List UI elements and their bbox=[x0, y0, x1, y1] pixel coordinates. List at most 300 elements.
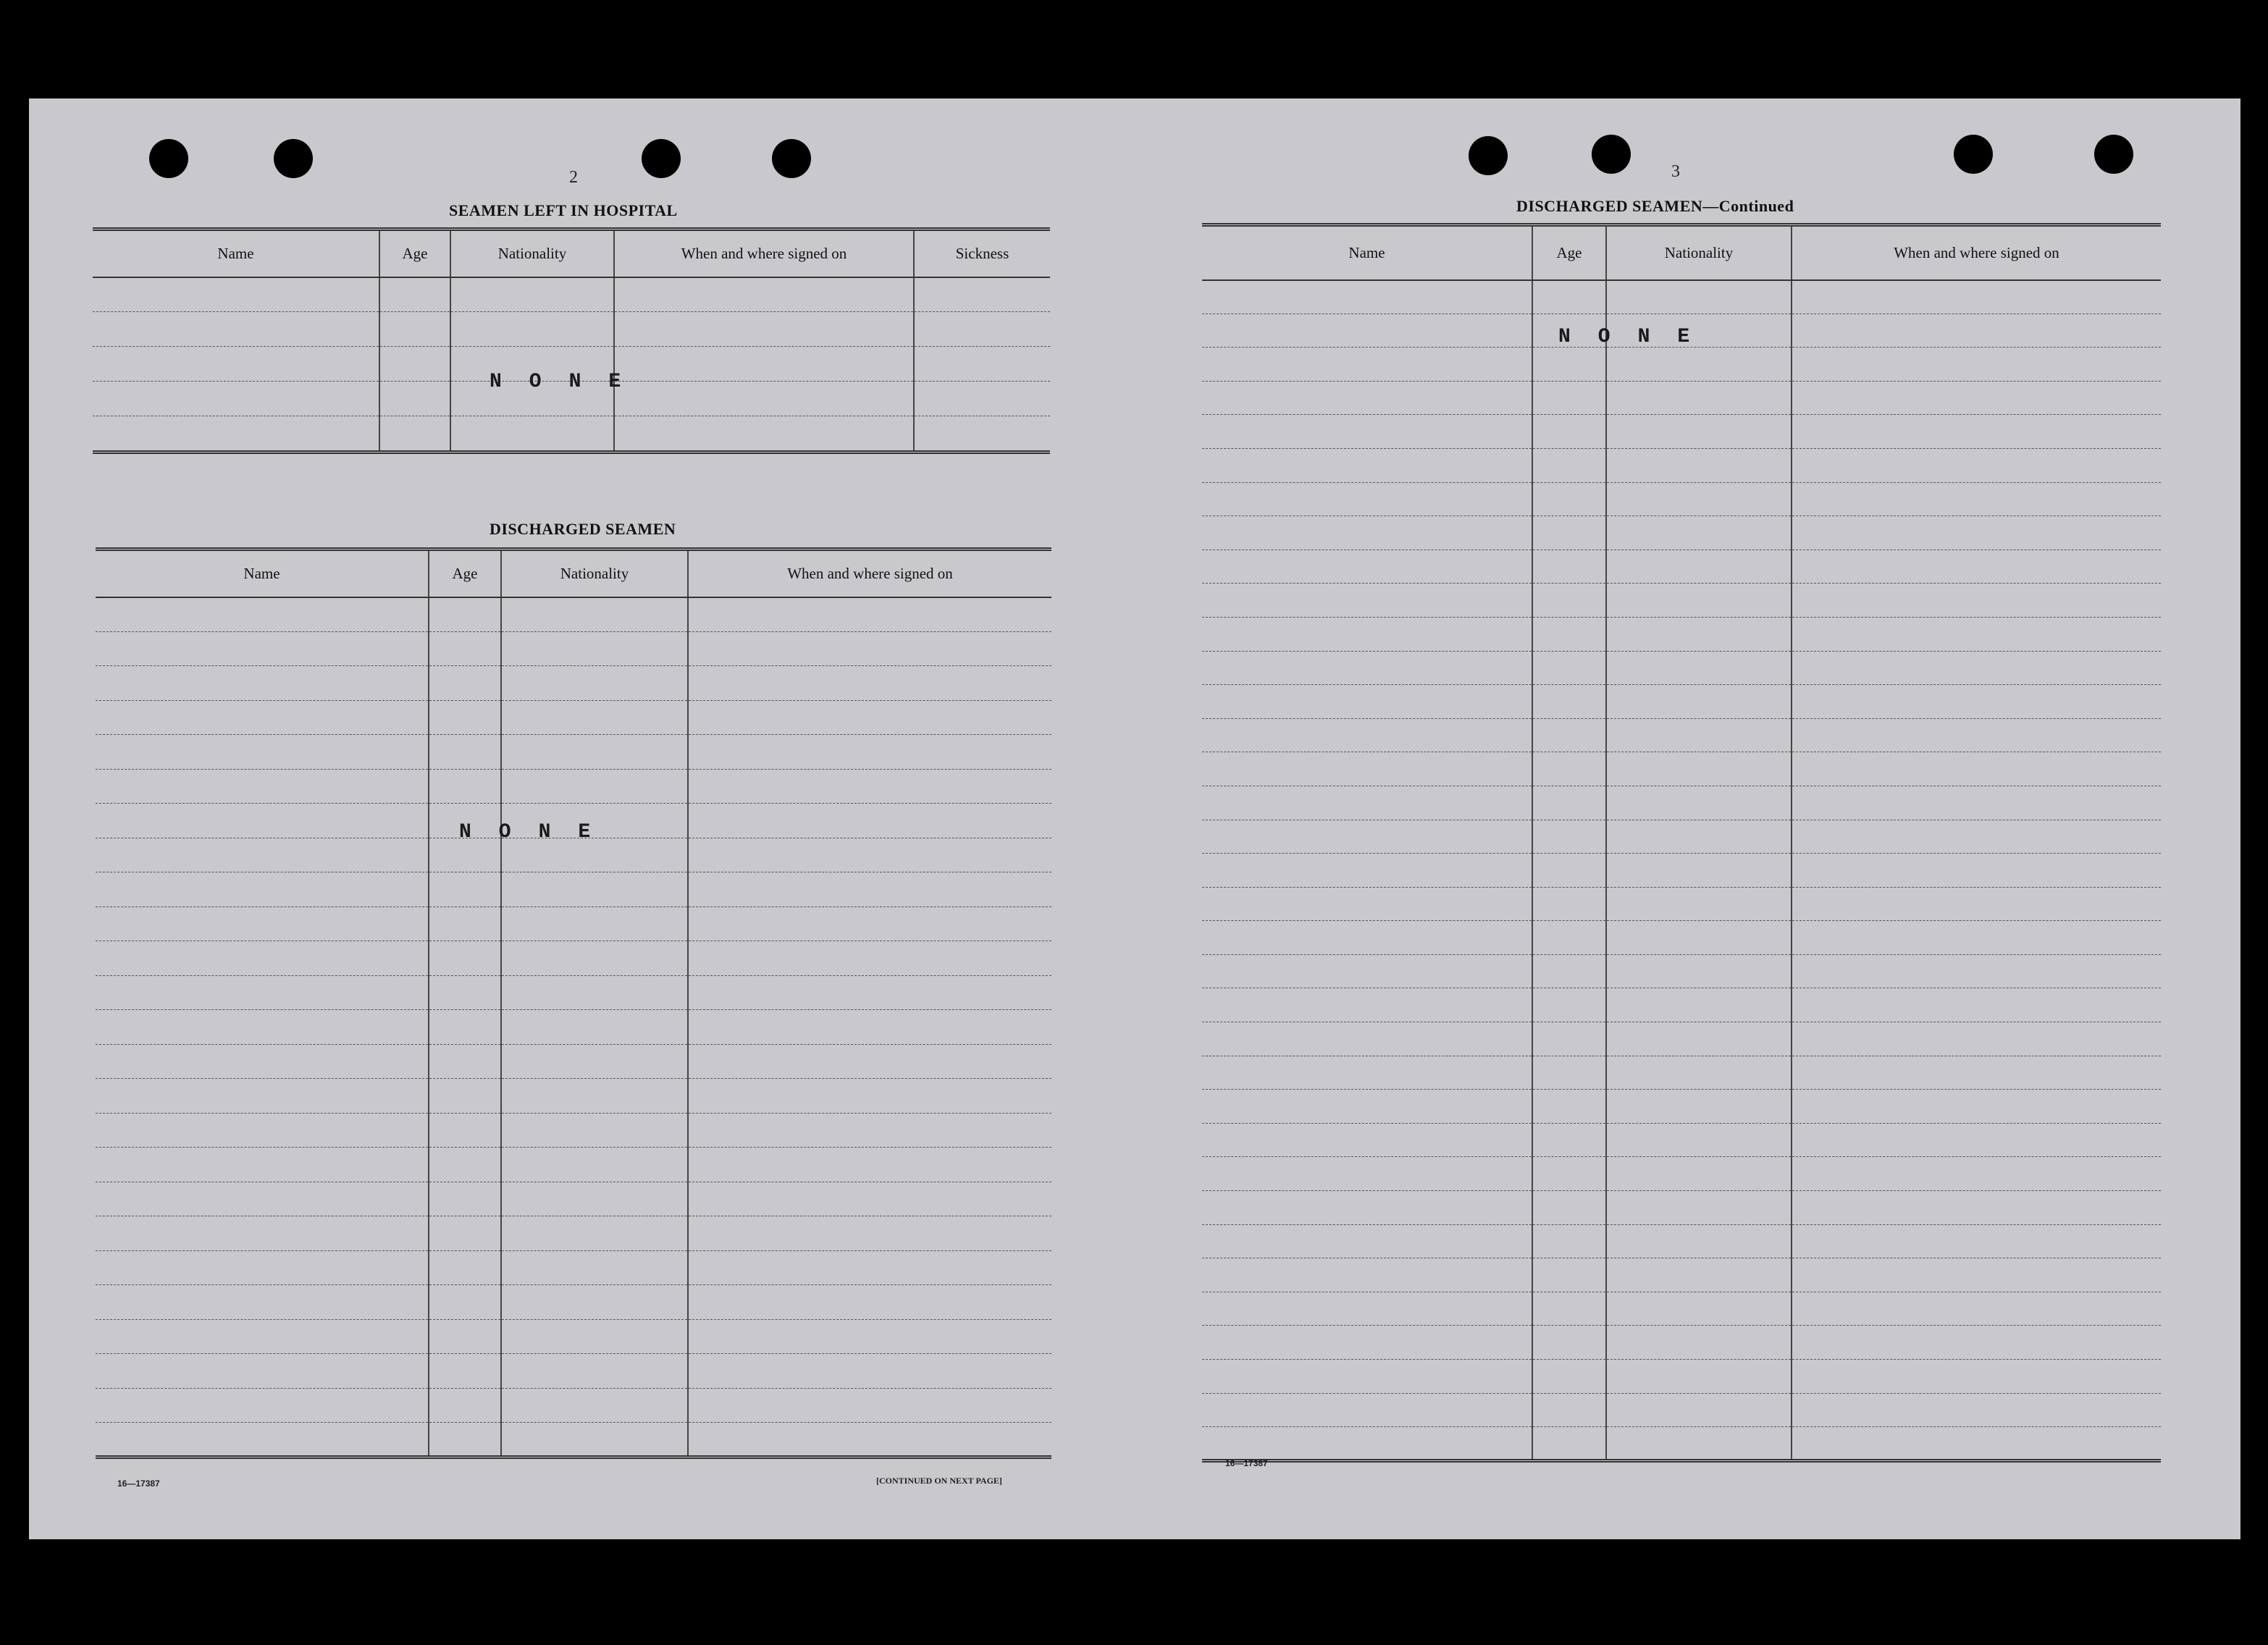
table-cell bbox=[1532, 1056, 1606, 1090]
table-cell bbox=[1202, 1258, 1532, 1292]
table-cell bbox=[1606, 820, 1792, 854]
table-row bbox=[1202, 280, 2161, 314]
table-row bbox=[1202, 718, 2161, 752]
table-row bbox=[96, 700, 1051, 735]
table-cell bbox=[1792, 1427, 2161, 1461]
table-cell bbox=[1532, 617, 1606, 651]
col-signed-on: When and where signed on bbox=[688, 550, 1051, 597]
table-cell bbox=[1202, 1157, 1532, 1191]
table-cell bbox=[1532, 1022, 1606, 1056]
table-cell bbox=[1202, 448, 1532, 482]
table-cell bbox=[1792, 651, 2161, 685]
table-cell bbox=[1202, 550, 1532, 584]
table-cell bbox=[96, 1250, 429, 1285]
table-cell bbox=[1202, 954, 1532, 988]
table-cell bbox=[1606, 1224, 1792, 1258]
table-cell bbox=[501, 1044, 688, 1079]
table-cell bbox=[1606, 1123, 1792, 1157]
table-cell bbox=[1792, 1191, 2161, 1225]
table-cell bbox=[1792, 786, 2161, 820]
table-row bbox=[96, 735, 1051, 770]
col-age: Age bbox=[429, 550, 501, 597]
discharged-section-title: DISCHARGED SEAMEN bbox=[490, 520, 676, 538]
table-cell bbox=[429, 975, 501, 1010]
table-row bbox=[1202, 348, 2161, 382]
table-cell bbox=[688, 1354, 1051, 1389]
table-row bbox=[1202, 1056, 2161, 1090]
table-cell bbox=[1202, 516, 1532, 550]
table-cell bbox=[688, 597, 1051, 632]
table-row bbox=[1202, 820, 2161, 854]
table-cell bbox=[429, 1354, 501, 1389]
table-cell bbox=[1606, 651, 1792, 685]
table-cell bbox=[1606, 348, 1792, 382]
col-signed-on: When and where signed on bbox=[614, 230, 914, 277]
table-cell bbox=[1202, 314, 1532, 348]
table-cell bbox=[1532, 1326, 1606, 1360]
table-cell bbox=[501, 941, 688, 976]
table-cell bbox=[1202, 1292, 1532, 1326]
table-row bbox=[96, 872, 1051, 907]
table-cell bbox=[1792, 954, 2161, 988]
table-row bbox=[96, 941, 1051, 976]
table-cell bbox=[96, 769, 429, 804]
table-cell bbox=[1202, 1360, 1532, 1394]
table-cell bbox=[1202, 1056, 1532, 1090]
table-cell bbox=[688, 838, 1051, 872]
table-cell bbox=[96, 1423, 429, 1457]
table-cell bbox=[1606, 516, 1792, 550]
table-row bbox=[96, 1354, 1051, 1389]
table-cell bbox=[1202, 752, 1532, 786]
table-cell bbox=[1532, 1427, 1606, 1461]
table-cell bbox=[1606, 887, 1792, 921]
table-cell bbox=[501, 1354, 688, 1389]
table-row bbox=[1202, 415, 2161, 449]
table-cell bbox=[429, 1285, 501, 1320]
table-cell bbox=[96, 804, 429, 838]
col-nationality: Nationality bbox=[501, 550, 688, 597]
table-cell bbox=[688, 700, 1051, 735]
table-cell bbox=[1792, 1090, 2161, 1124]
table-cell bbox=[1792, 617, 2161, 651]
col-name: Name bbox=[1202, 225, 1532, 280]
table-row bbox=[96, 1319, 1051, 1354]
punch-hole bbox=[2094, 135, 2133, 174]
table-row bbox=[96, 906, 1051, 941]
table-cell bbox=[429, 631, 501, 666]
table-cell bbox=[429, 597, 501, 632]
table-row bbox=[1202, 584, 2161, 618]
punch-hole bbox=[1469, 136, 1508, 175]
table-cell bbox=[1532, 718, 1606, 752]
table-row bbox=[96, 1044, 1051, 1079]
table-cell bbox=[429, 1010, 501, 1045]
table-cell bbox=[1792, 482, 2161, 516]
table-cell bbox=[429, 906, 501, 941]
table-cell bbox=[429, 769, 501, 804]
table-cell bbox=[1532, 584, 1606, 618]
discharged-continued-none-entry: NONE bbox=[1558, 326, 1718, 348]
table-cell bbox=[1606, 550, 1792, 584]
table-cell bbox=[1532, 1292, 1606, 1326]
table-row bbox=[93, 416, 1050, 453]
table-cell bbox=[96, 872, 429, 907]
table-cell bbox=[1532, 820, 1606, 854]
table-row bbox=[1202, 651, 2161, 685]
document-spread bbox=[29, 98, 2240, 1539]
table-cell bbox=[1792, 1360, 2161, 1394]
table-cell bbox=[1606, 1292, 1792, 1326]
table-cell bbox=[429, 666, 501, 701]
punch-hole bbox=[1592, 135, 1631, 174]
table-cell bbox=[1606, 1090, 1792, 1124]
table-cell bbox=[1606, 1022, 1792, 1056]
table-cell bbox=[1792, 1326, 2161, 1360]
table-cell bbox=[1606, 954, 1792, 988]
table-cell bbox=[1606, 1427, 1792, 1461]
table-cell bbox=[1532, 1157, 1606, 1191]
table-row bbox=[1202, 752, 2161, 786]
table-row bbox=[96, 1113, 1051, 1148]
table-cell bbox=[1792, 280, 2161, 314]
table-cell bbox=[96, 700, 429, 735]
col-nationality: Nationality bbox=[1606, 225, 1792, 280]
table-cell bbox=[1202, 280, 1532, 314]
table-cell bbox=[1532, 685, 1606, 719]
discharged-continued-title bbox=[1516, 197, 1794, 216]
table-row bbox=[96, 1285, 1051, 1320]
table-cell bbox=[1606, 1258, 1792, 1292]
table-cell bbox=[501, 1285, 688, 1320]
table-cell bbox=[1532, 1224, 1606, 1258]
table-cell bbox=[1606, 1191, 1792, 1225]
punch-hole bbox=[642, 139, 681, 178]
table-row bbox=[1202, 1123, 2161, 1157]
table-cell bbox=[688, 1388, 1051, 1423]
col-age: Age bbox=[379, 230, 450, 277]
table-cell bbox=[429, 1388, 501, 1423]
table-cell bbox=[96, 1182, 429, 1216]
table-row bbox=[1202, 516, 2161, 550]
table-cell bbox=[1792, 415, 2161, 449]
table-cell bbox=[429, 1182, 501, 1216]
table-cell bbox=[96, 1148, 429, 1182]
table-cell bbox=[96, 1285, 429, 1320]
table-cell bbox=[1202, 1191, 1532, 1225]
table-cell bbox=[96, 1216, 429, 1251]
table-row bbox=[96, 769, 1051, 804]
table-cell bbox=[1606, 786, 1792, 820]
col-signed-on: When and where signed on bbox=[1792, 225, 2161, 280]
table-cell bbox=[688, 1079, 1051, 1114]
table-cell bbox=[1792, 1123, 2161, 1157]
table-row bbox=[1202, 1022, 2161, 1056]
table-cell bbox=[1532, 550, 1606, 584]
table-cell bbox=[1532, 516, 1606, 550]
table-cell bbox=[501, 1250, 688, 1285]
table-cell bbox=[1606, 988, 1792, 1022]
col-sickness: Sickness bbox=[914, 230, 1050, 277]
table-cell bbox=[1202, 482, 1532, 516]
table-cell bbox=[501, 1148, 688, 1182]
table-cell bbox=[1792, 550, 2161, 584]
punch-hole bbox=[772, 139, 811, 178]
table-cell bbox=[1606, 280, 1792, 314]
table-cell bbox=[688, 941, 1051, 976]
table-cell bbox=[1202, 381, 1532, 415]
discharged-none-entry: NONE bbox=[459, 821, 618, 843]
table-cell bbox=[1202, 415, 1532, 449]
table-cell bbox=[96, 1079, 429, 1114]
page-number-right: 3 bbox=[1671, 162, 1680, 181]
table-cell bbox=[1606, 752, 1792, 786]
table-cell bbox=[429, 1044, 501, 1079]
table-cell bbox=[688, 666, 1051, 701]
table-cell bbox=[1202, 718, 1532, 752]
table-cell bbox=[1532, 1090, 1606, 1124]
table-row bbox=[96, 597, 1051, 632]
table-cell bbox=[1606, 1326, 1792, 1360]
table-cell bbox=[1792, 1022, 2161, 1056]
table-row bbox=[96, 1079, 1051, 1114]
table-cell bbox=[1606, 415, 1792, 449]
table-row bbox=[1202, 550, 2161, 584]
table-cell bbox=[1202, 820, 1532, 854]
table-cell bbox=[96, 735, 429, 770]
table-row bbox=[1202, 1326, 2161, 1360]
table-cell bbox=[1792, 820, 2161, 854]
table-cell bbox=[688, 804, 1051, 838]
table-cell bbox=[96, 1113, 429, 1148]
table-cell bbox=[1792, 348, 2161, 382]
table-row bbox=[96, 1423, 1051, 1457]
table-cell bbox=[1606, 482, 1792, 516]
table-cell bbox=[1532, 448, 1606, 482]
table-cell bbox=[96, 1010, 429, 1045]
table-cell bbox=[1202, 651, 1532, 685]
table-cell bbox=[501, 597, 688, 632]
table-cell bbox=[96, 941, 429, 976]
continued-suffix: —Continued bbox=[1702, 197, 1794, 215]
table-cell bbox=[1792, 448, 2161, 482]
table-cell bbox=[1532, 786, 1606, 820]
table-cell bbox=[501, 1423, 688, 1457]
table-cell bbox=[1606, 718, 1792, 752]
table-cell bbox=[1202, 584, 1532, 618]
table-cell bbox=[429, 1423, 501, 1457]
table-cell bbox=[501, 1388, 688, 1423]
table-row bbox=[1202, 1292, 2161, 1326]
table-cell bbox=[96, 1044, 429, 1079]
table-cell bbox=[688, 1148, 1051, 1182]
table-cell bbox=[1202, 685, 1532, 719]
table-row bbox=[1202, 954, 2161, 988]
table-cell bbox=[1606, 1360, 1792, 1394]
table-row bbox=[1202, 1360, 2161, 1394]
discharged-continued-title-main: DISCHARGED SEAMEN bbox=[1516, 197, 1703, 215]
table-cell bbox=[1202, 1393, 1532, 1427]
table-cell bbox=[1606, 1393, 1792, 1427]
table-cell bbox=[688, 1216, 1051, 1251]
table-cell bbox=[1792, 685, 2161, 719]
table-cell bbox=[429, 1250, 501, 1285]
table-cell bbox=[1532, 988, 1606, 1022]
table-cell bbox=[1532, 381, 1606, 415]
table-cell bbox=[501, 975, 688, 1010]
table-cell bbox=[96, 1354, 429, 1389]
table-cell bbox=[501, 1319, 688, 1354]
table-cell bbox=[96, 1388, 429, 1423]
table-row bbox=[96, 1010, 1051, 1045]
table-cell bbox=[1606, 584, 1792, 618]
table-cell bbox=[688, 1010, 1051, 1045]
table-row bbox=[93, 277, 1050, 312]
table-row bbox=[1202, 887, 2161, 921]
discharged-table bbox=[96, 547, 1051, 1459]
table-cell bbox=[1792, 516, 2161, 550]
table-cell bbox=[501, 700, 688, 735]
table-cell bbox=[501, 631, 688, 666]
table-cell bbox=[429, 1079, 501, 1114]
table-cell bbox=[1792, 314, 2161, 348]
table-cell bbox=[688, 872, 1051, 907]
table-cell bbox=[688, 906, 1051, 941]
col-name: Name bbox=[93, 230, 379, 277]
table-row bbox=[1202, 685, 2161, 719]
table-cell bbox=[1606, 1157, 1792, 1191]
table-row bbox=[1202, 617, 2161, 651]
table-cell bbox=[429, 1113, 501, 1148]
table-cell bbox=[1532, 921, 1606, 955]
discharged-continued-table bbox=[1202, 223, 2161, 1463]
table-cell bbox=[1202, 988, 1532, 1022]
col-name: Name bbox=[96, 550, 429, 597]
table-cell bbox=[1202, 1022, 1532, 1056]
table-cell bbox=[1532, 280, 1606, 314]
table-cell bbox=[1532, 348, 1606, 382]
table-cell bbox=[688, 1423, 1051, 1457]
table-cell bbox=[501, 1182, 688, 1216]
punch-hole bbox=[149, 139, 188, 178]
table-cell bbox=[1202, 617, 1532, 651]
table-row bbox=[1202, 1191, 2161, 1225]
table-row bbox=[96, 1182, 1051, 1216]
table-cell bbox=[1202, 921, 1532, 955]
table-row bbox=[1202, 482, 2161, 516]
table-cell bbox=[688, 1285, 1051, 1320]
col-nationality: Nationality bbox=[450, 230, 614, 277]
table-cell bbox=[1532, 1393, 1606, 1427]
table-cell bbox=[1532, 1258, 1606, 1292]
table-cell bbox=[1532, 1360, 1606, 1394]
hospital-table bbox=[93, 227, 1050, 454]
table-cell bbox=[96, 631, 429, 666]
table-cell bbox=[96, 838, 429, 872]
page-number-left: 2 bbox=[569, 168, 578, 187]
table-row bbox=[1202, 1427, 2161, 1461]
table-cell bbox=[1532, 482, 1606, 516]
hospital-section-title: SEAMEN LEFT IN HOSPITAL bbox=[449, 201, 678, 219]
table-cell bbox=[1606, 921, 1792, 955]
table-cell bbox=[1532, 651, 1606, 685]
table-cell bbox=[1606, 1056, 1792, 1090]
table-row bbox=[1202, 921, 2161, 955]
table-row bbox=[96, 1148, 1051, 1182]
table-cell bbox=[1202, 887, 1532, 921]
table-cell bbox=[688, 1182, 1051, 1216]
table-cell bbox=[429, 735, 501, 770]
table-cell bbox=[1202, 786, 1532, 820]
table-cell bbox=[96, 906, 429, 941]
table-cell bbox=[1532, 954, 1606, 988]
table-cell bbox=[1202, 348, 1532, 382]
table-cell bbox=[688, 1250, 1051, 1285]
table-cell bbox=[501, 1079, 688, 1114]
punch-hole bbox=[1954, 135, 1993, 174]
table-cell bbox=[501, 735, 688, 770]
table-cell bbox=[429, 1319, 501, 1354]
table-cell bbox=[429, 872, 501, 907]
col-age: Age bbox=[1532, 225, 1606, 280]
table-cell bbox=[1792, 752, 2161, 786]
table-cell bbox=[1202, 854, 1532, 888]
table-row bbox=[96, 1216, 1051, 1251]
table-cell bbox=[501, 1216, 688, 1251]
table-row bbox=[1202, 381, 2161, 415]
table-cell bbox=[501, 1010, 688, 1045]
table-cell bbox=[688, 1044, 1051, 1079]
table-cell bbox=[1532, 1191, 1606, 1225]
table-row bbox=[96, 1388, 1051, 1423]
table-cell bbox=[1792, 1056, 2161, 1090]
table-cell bbox=[1606, 685, 1792, 719]
form-code-right: 16—17387 bbox=[1225, 1458, 1268, 1468]
table-cell bbox=[501, 906, 688, 941]
table-row bbox=[1202, 1157, 2161, 1191]
table-cell bbox=[501, 872, 688, 907]
table-cell bbox=[501, 1113, 688, 1148]
table-cell bbox=[1792, 887, 2161, 921]
table-cell bbox=[429, 1216, 501, 1251]
table-cell bbox=[1792, 921, 2161, 955]
table-cell bbox=[1532, 752, 1606, 786]
table-cell bbox=[1792, 1157, 2161, 1191]
table-row bbox=[96, 1250, 1051, 1285]
table-cell bbox=[688, 735, 1051, 770]
table-cell bbox=[688, 975, 1051, 1010]
table-cell bbox=[1792, 854, 2161, 888]
table-cell bbox=[96, 1319, 429, 1354]
table-cell bbox=[688, 769, 1051, 804]
table-cell bbox=[1532, 1123, 1606, 1157]
hospital-none-entry: NONE bbox=[490, 371, 649, 393]
punch-hole bbox=[274, 139, 313, 178]
continued-note: [CONTINUED ON NEXT PAGE] bbox=[876, 1476, 1002, 1486]
table-cell bbox=[429, 700, 501, 735]
table-row bbox=[1202, 1224, 2161, 1258]
table-cell bbox=[1792, 381, 2161, 415]
table-cell bbox=[1202, 1123, 1532, 1157]
table-cell bbox=[96, 666, 429, 701]
table-cell bbox=[429, 941, 501, 976]
table-cell bbox=[1792, 988, 2161, 1022]
table-cell bbox=[688, 631, 1051, 666]
table-cell bbox=[1202, 1326, 1532, 1360]
table-cell bbox=[1606, 617, 1792, 651]
table-cell bbox=[1202, 1224, 1532, 1258]
table-cell bbox=[688, 1113, 1051, 1148]
